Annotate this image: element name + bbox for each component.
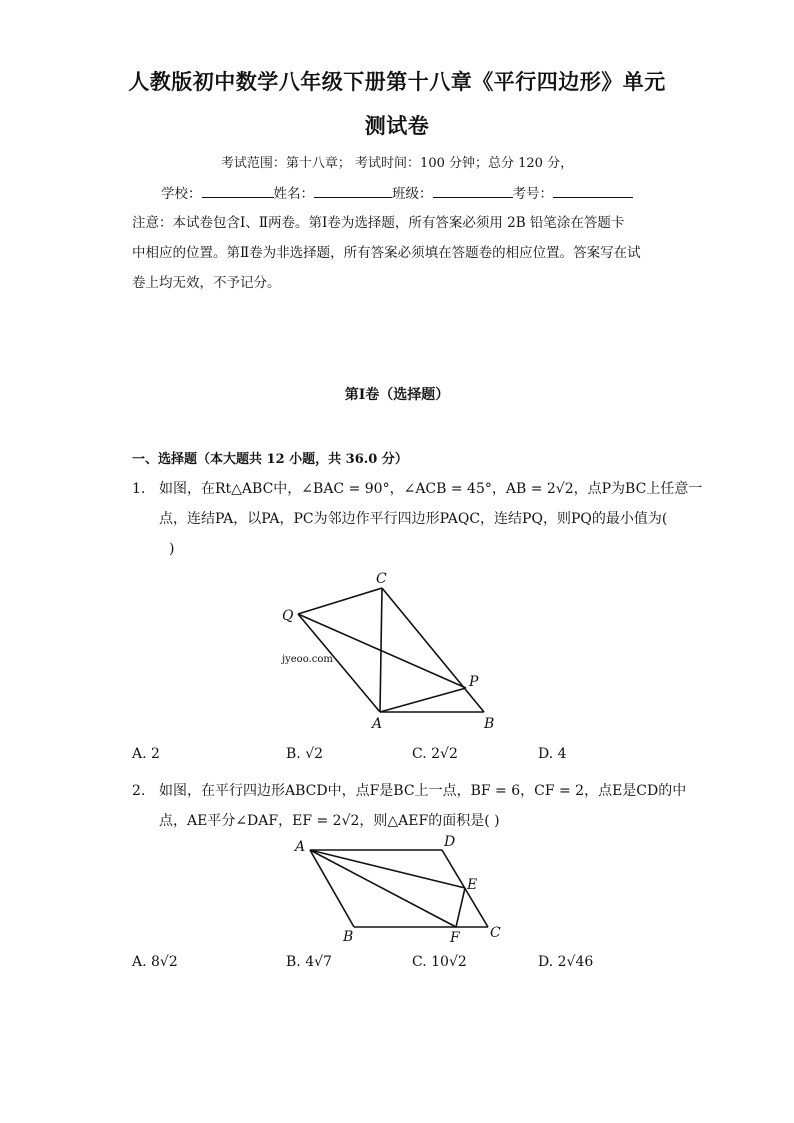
option-b[interactable]	[286, 746, 323, 762]
label-p: P	[469, 674, 479, 690]
option-label: C.	[412, 746, 427, 762]
label-a: A	[295, 839, 306, 855]
option-text: 2	[151, 746, 160, 762]
option-label: A.	[132, 746, 147, 762]
question-text	[159, 474, 703, 564]
watermark: jyeoo.com	[282, 654, 333, 665]
document-title-line-2: 测试卷	[364, 114, 430, 138]
notice-line: 注意：本试卷包含Ⅰ、Ⅱ两卷。第Ⅰ卷为选择题，所有答案必须用 2B 铅笔涂在答题卡	[132, 215, 625, 231]
section-title: 第Ⅰ卷（选择题）	[344, 387, 450, 403]
label-c: C	[490, 925, 501, 941]
option-label: D.	[538, 746, 554, 762]
segment-cb	[382, 588, 484, 712]
class-label: 班级：	[392, 186, 433, 202]
segment-ae	[310, 850, 465, 888]
option-c[interactable]	[412, 746, 458, 762]
option-text: 4	[557, 746, 567, 762]
option-text: 10√2	[431, 954, 467, 970]
option-c[interactable]	[412, 954, 467, 970]
question-number: 2.	[132, 783, 146, 799]
question-line: )	[169, 541, 175, 557]
option-d[interactable]	[538, 954, 593, 970]
part-heading: 一、选择题（本大题共 12 小题，共 36.0 分）	[132, 452, 408, 467]
question-line: 点，连结PA，以PA，PC为邻边作平行四边形PAQC，连结PQ，则PQ的最小值为(	[159, 511, 668, 527]
option-d[interactable]	[538, 746, 567, 762]
exam-info: 考试范围：第十八章； 考试时间：100 分钟；总分 120 分，	[220, 156, 574, 171]
figure-1-parallelogram	[270, 566, 510, 736]
question-2	[132, 776, 687, 838]
segment-ap	[380, 688, 466, 712]
exam-notice	[132, 208, 662, 298]
option-text: 2√2	[431, 746, 458, 762]
label-c: C	[376, 571, 387, 587]
option-a[interactable]	[132, 954, 178, 970]
label-a: A	[372, 716, 383, 732]
question-line: 如图，在平行四边形ABCD中，点F是BC上一点，BF = 6，CF = 2，点E是CD的中	[159, 783, 687, 799]
question-1	[132, 474, 703, 566]
question-line: 点，AE平分∠DAF，EF = 2√2，则△AEF的面积是( )	[159, 813, 500, 829]
label-e: E	[467, 877, 478, 893]
option-label: D.	[538, 954, 554, 970]
question-number: 1.	[132, 481, 146, 497]
segment-qc	[298, 588, 382, 614]
option-label: B.	[286, 954, 301, 970]
figure-2-parallelogram	[286, 834, 510, 946]
document-title-line-1: 人教版初中数学八年级下册第十八章《平行四边形》单元	[128, 70, 666, 94]
number-label: 考号：	[512, 186, 553, 202]
name-blank[interactable]	[314, 185, 392, 198]
question-line: 如图，在Rt△ABC中，∠BAC = 90°，∠ACB = 45°，AB = 2√2，点P为BC上任意一	[159, 481, 703, 497]
label-f: F	[450, 930, 460, 946]
notice-line: 卷上均无效，不予记分。	[132, 275, 281, 291]
label-d: D	[444, 834, 456, 850]
option-text: 4√7	[305, 954, 332, 970]
school-label: 学校：	[161, 186, 202, 202]
question-text	[159, 776, 687, 836]
class-blank[interactable]	[433, 185, 513, 198]
option-label: C.	[412, 954, 427, 970]
school-blank[interactable]	[202, 185, 274, 198]
label-q: Q	[282, 608, 294, 624]
option-text: 2√46	[557, 954, 594, 970]
number-blank[interactable]	[553, 185, 633, 198]
option-text: 8√2	[151, 954, 178, 970]
label-b: B	[343, 929, 354, 945]
question-2-options	[132, 954, 668, 974]
option-a[interactable]	[132, 746, 160, 762]
segment-ef	[456, 888, 465, 927]
option-text: √2	[305, 746, 324, 762]
name-label: 姓名：	[273, 186, 314, 202]
option-label: B.	[286, 746, 301, 762]
option-label: A.	[132, 954, 147, 970]
notice-line: 中相应的位置。第Ⅱ卷为非选择题，所有答案必须填在答题卷的相应位置。答案写在试	[132, 245, 641, 261]
student-info-row	[0, 182, 794, 202]
question-1-options	[132, 746, 668, 766]
option-b[interactable]	[286, 954, 332, 970]
label-b: B	[484, 716, 495, 732]
